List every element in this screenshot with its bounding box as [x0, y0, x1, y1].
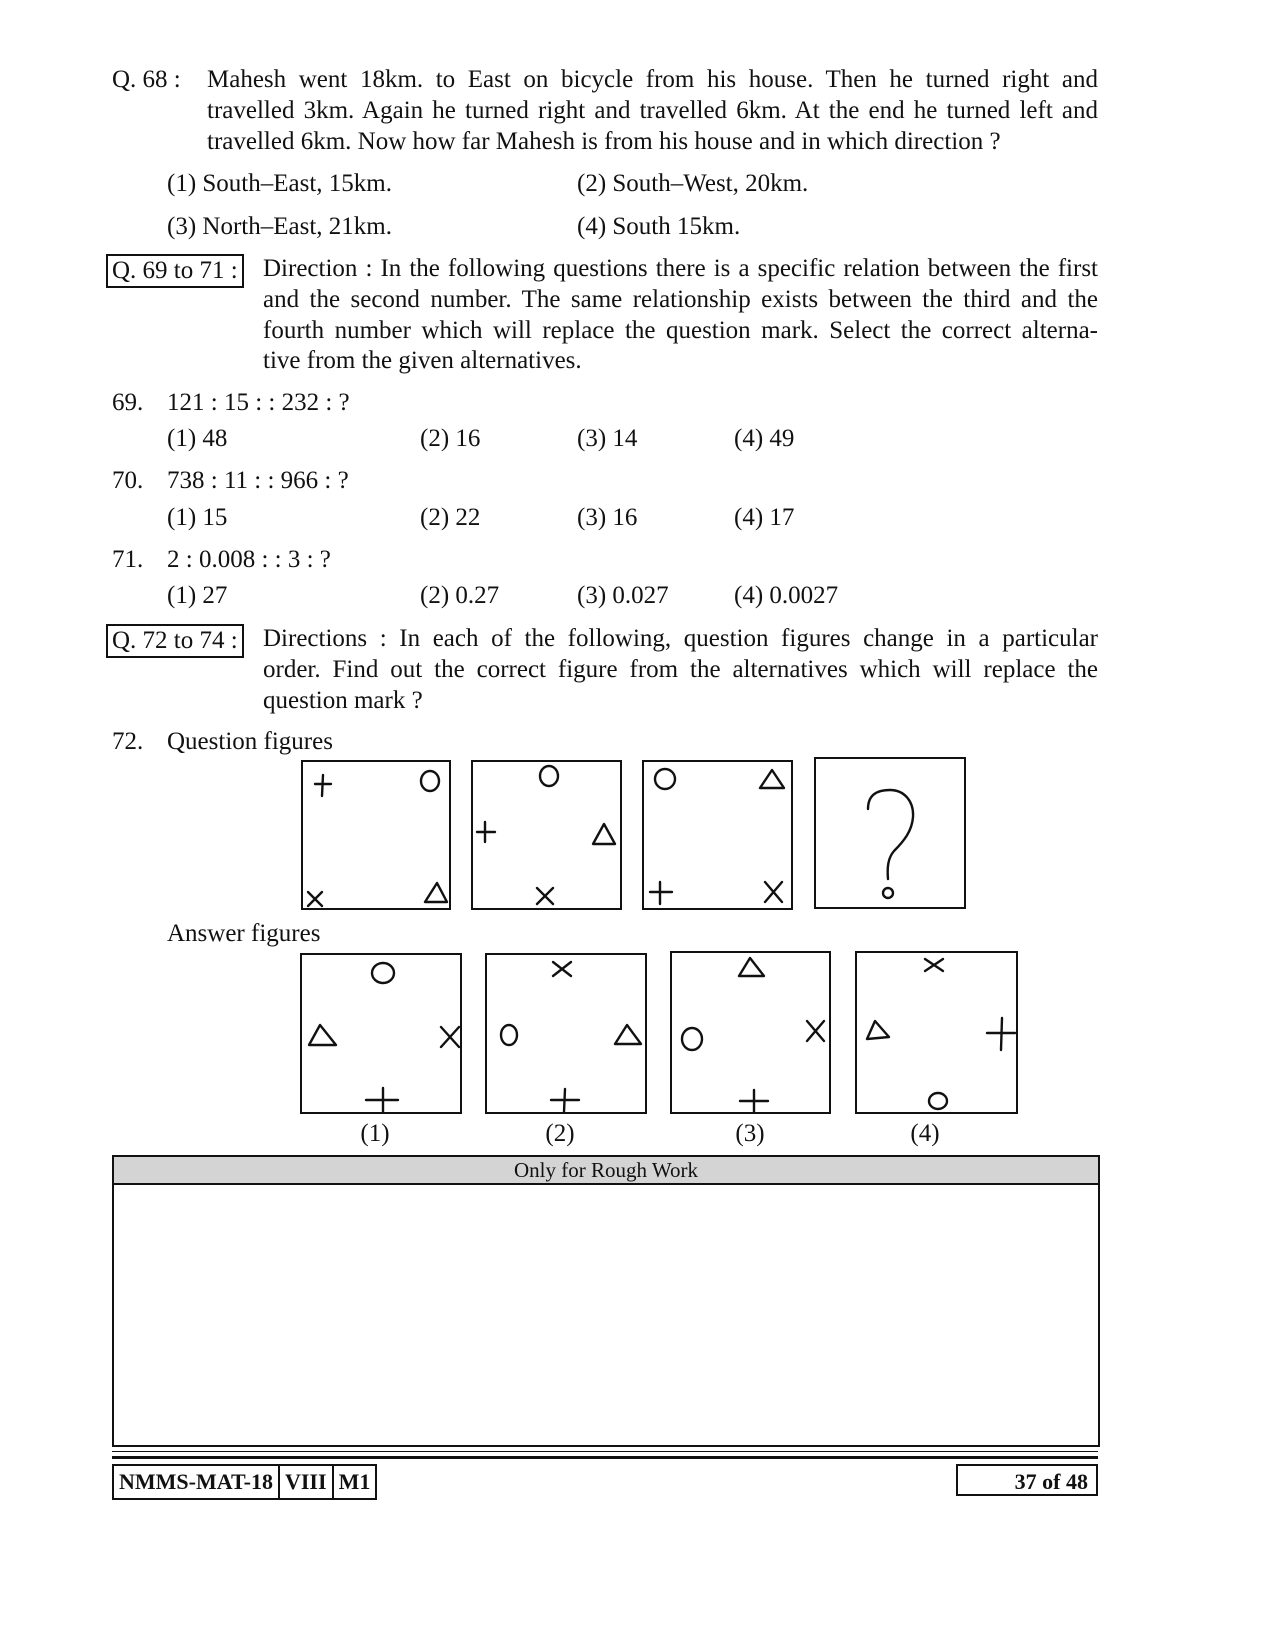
direction-text-line: and the second number. The same relationship exists between the third and the	[263, 286, 1098, 313]
plus-icon	[650, 882, 672, 904]
footer-divider	[112, 1456, 1098, 1459]
page-number: 37 of 48	[956, 1464, 1098, 1496]
circle-icon	[421, 771, 439, 791]
option-2[interactable]: (2) 16	[420, 425, 481, 452]
answer-caption: (4)	[910, 1120, 940, 1147]
option-4[interactable]: (4) 49	[734, 425, 795, 452]
question-figure-3	[642, 760, 793, 910]
option-3[interactable]: (3) North–East, 21km.	[167, 213, 392, 240]
medium-label: M1	[338, 1469, 371, 1494]
circle-icon	[540, 766, 558, 786]
plus-icon	[477, 822, 495, 842]
triangle-icon	[615, 1025, 641, 1044]
option-4[interactable]: (4) 17	[734, 504, 795, 531]
plus-icon	[987, 1018, 1015, 1050]
direction-text-line: tive from the given alternatives.	[263, 347, 582, 374]
option-4[interactable]: (4) South 15km.	[577, 213, 741, 240]
option-3[interactable]: (3) 16	[577, 504, 638, 531]
option-3[interactable]: (3) 0.027	[577, 582, 669, 609]
cross-icon	[537, 888, 553, 904]
cross-icon	[807, 1021, 824, 1041]
triangle-icon	[760, 770, 784, 788]
circle-icon	[929, 1093, 947, 1109]
triangle-icon	[309, 1025, 336, 1045]
rough-work-title: Only for Rough Work	[114, 1157, 1098, 1185]
circle-icon	[501, 1025, 517, 1045]
direction-text-line: order. Find out the correct figure from the alternatives which will replace the	[263, 656, 1098, 683]
option-1[interactable]: (1) 15	[167, 504, 228, 531]
answer-caption: (3)	[735, 1120, 765, 1147]
triangle-icon	[425, 883, 447, 902]
answer-figures-label: Answer figures	[167, 920, 321, 947]
plus-icon	[366, 1088, 398, 1112]
cross-icon	[308, 892, 322, 906]
question-number: 71.	[112, 546, 144, 573]
question-mark-icon	[868, 790, 913, 898]
question-number: Q. 68 :	[112, 66, 181, 93]
question-number: 72.	[112, 728, 144, 755]
option-3[interactable]: (3) 14	[577, 425, 638, 452]
direction-text-line: Directions : In each of the following, question figures change in a particular	[263, 625, 1098, 652]
plus-icon	[740, 1090, 768, 1112]
direction-text-line: fourth number which will replace the question mark. Select the correct alterna-	[263, 317, 1098, 344]
direction-label: Q. 69 to 71 :	[106, 254, 244, 288]
footer-paper-code	[112, 1464, 377, 1500]
answer-figure-3[interactable]	[670, 951, 831, 1114]
circle-icon	[372, 963, 394, 983]
plus-icon	[315, 775, 331, 796]
question-figures-label: Question figures	[167, 728, 333, 755]
answer-caption: (2)	[545, 1120, 575, 1147]
answer-figure-2[interactable]	[485, 953, 647, 1114]
option-1[interactable]: (1) 48	[167, 425, 228, 452]
question-text: 121 : 15 : : 232 : ?	[167, 389, 350, 416]
footer-divider	[112, 1451, 1098, 1452]
cross-icon	[925, 959, 943, 971]
paper-code: NMMS-MAT-18	[114, 1466, 280, 1498]
option-1[interactable]: (1) South–East, 15km.	[167, 170, 392, 197]
question-text-line: travelled 6km. Now how far Mahesh is from his house and in which direction ?	[207, 128, 1001, 155]
question-figure-1	[301, 760, 451, 910]
triangle-icon	[739, 958, 764, 976]
answer-caption: (1)	[360, 1120, 390, 1147]
cross-icon	[765, 882, 782, 902]
question-number: 70.	[112, 467, 144, 494]
cross-icon	[553, 962, 571, 976]
answer-figure-1[interactable]	[300, 953, 462, 1114]
answer-figure-4[interactable]	[855, 951, 1018, 1114]
question-text: 738 : 11 : : 966 : ?	[167, 467, 349, 494]
option-2[interactable]: (2) South–West, 20km.	[577, 170, 809, 197]
cross-icon	[441, 1027, 459, 1047]
circle-icon	[682, 1028, 702, 1050]
question-text-line: Mahesh went 18km. to East on bicycle from his house. Then he turned right and	[207, 66, 1098, 93]
direction-label: Q. 72 to 74 :	[106, 624, 244, 658]
direction-text-line: question mark ?	[263, 687, 423, 714]
question-figure-4	[814, 757, 966, 909]
question-text: 2 : 0.008 : : 3 : ?	[167, 546, 331, 573]
question-figure-2	[471, 760, 622, 910]
triangle-icon	[867, 1021, 889, 1039]
class-label: VIII	[280, 1466, 334, 1498]
plus-icon	[551, 1089, 579, 1112]
direction-text-line: Direction : In the following questions there is a specific relation between the first	[263, 255, 1098, 282]
option-2[interactable]: (2) 22	[420, 504, 481, 531]
triangle-icon	[593, 824, 615, 844]
question-number: 69.	[112, 389, 144, 416]
question-text-line: travelled 3km. Again he turned right and travelled 6km. At the end he turned left and	[207, 97, 1098, 124]
circle-icon	[655, 769, 675, 789]
rough-work-box	[112, 1155, 1100, 1447]
option-1[interactable]: (1) 27	[167, 582, 228, 609]
option-2[interactable]: (2) 0.27	[420, 582, 500, 609]
option-4[interactable]: (4) 0.0027	[734, 582, 839, 609]
